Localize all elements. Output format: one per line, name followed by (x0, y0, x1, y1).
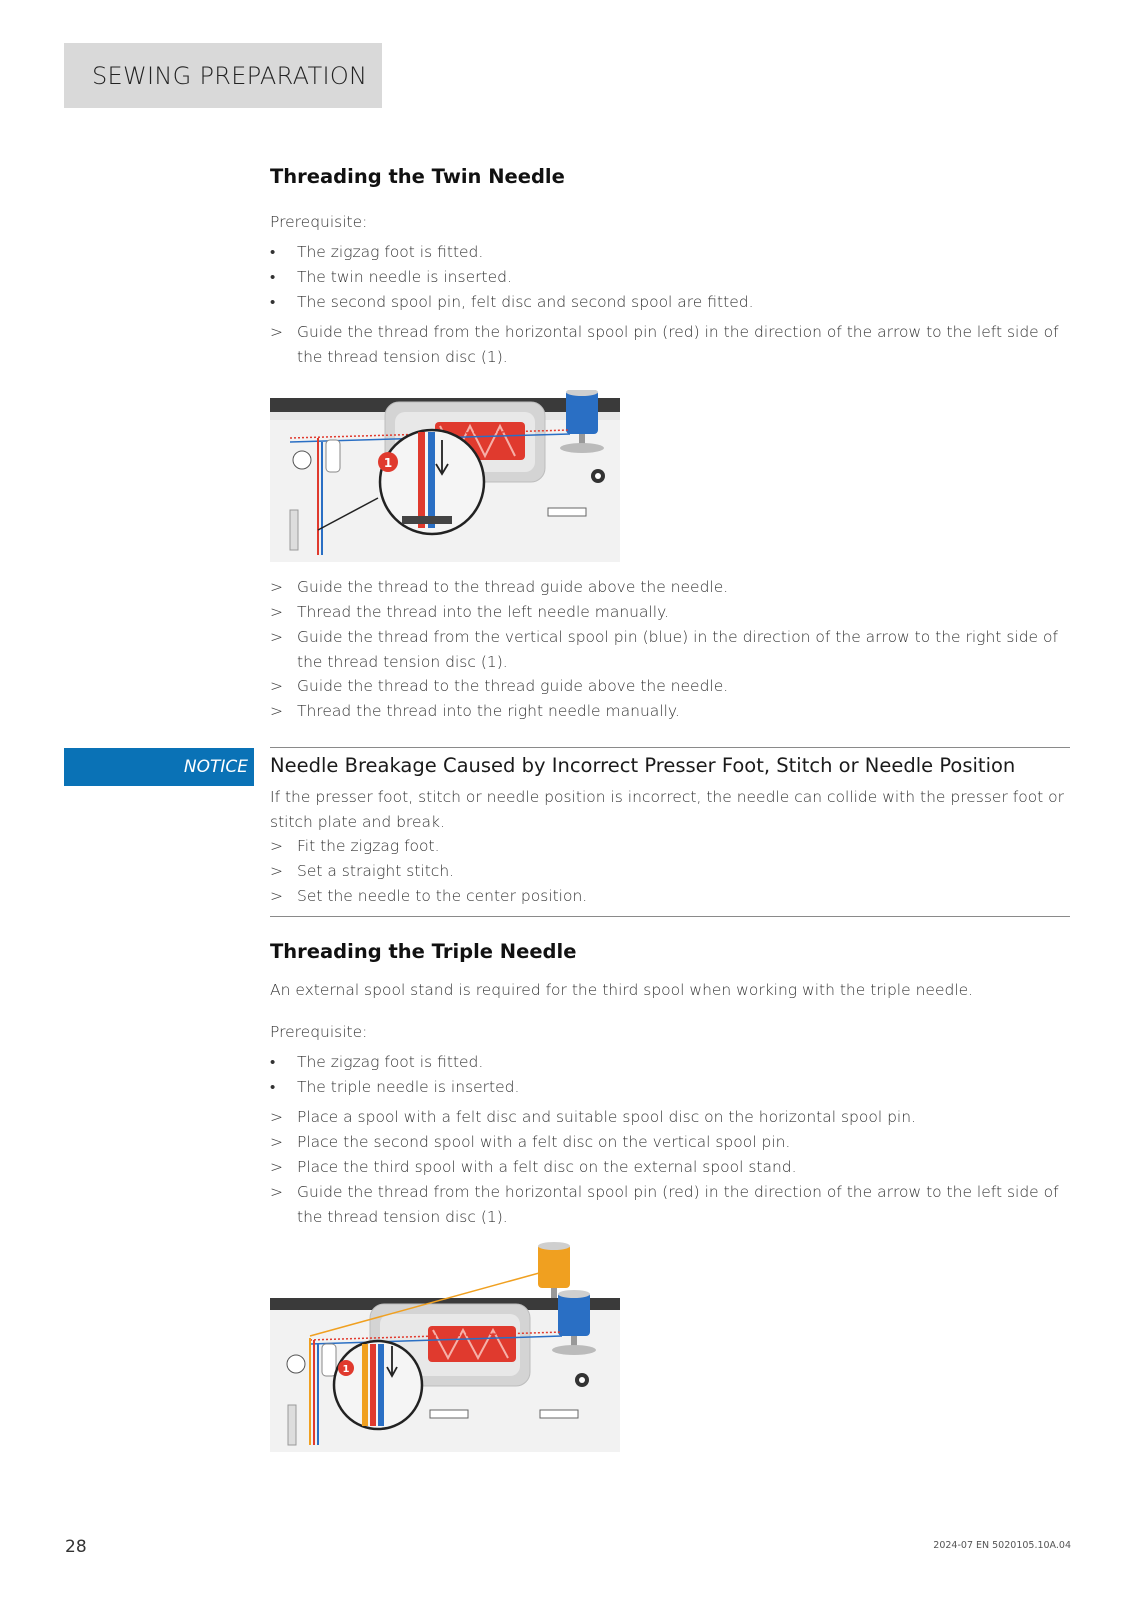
triple-bullet: • The triple needle is inserted. (270, 1075, 1070, 1100)
bullet-marker: • (270, 293, 276, 311)
twin-bullet: • The zigzag foot is fitted. (270, 240, 1070, 265)
triple-prereq-label: Prerequisite: (270, 1023, 368, 1041)
magnified-detail-circle (334, 1341, 422, 1429)
triple-intro: An external spool stand is required for the third spool when working with the triple needle. (270, 981, 974, 999)
notice-top-rule (270, 747, 1070, 748)
step-marker: > (270, 837, 283, 855)
notice-title: Needle Breakage Caused by Incorrect Presser Foot, Stitch or Needle Position (270, 754, 1016, 777)
twin-prereq-label: Prerequisite: (270, 213, 368, 231)
callout-1 (338, 1360, 354, 1376)
triple-needle-threading-figure (270, 1240, 620, 1452)
step-marker: > (270, 1133, 283, 1151)
bullet-marker: • (270, 268, 276, 286)
twin-bullet: • The second spool pin, felt disc and second spool are fitted. (270, 290, 1070, 315)
page-number: 28 (65, 1537, 87, 1557)
step-marker: > (270, 1108, 283, 1126)
step-marker: > (270, 862, 283, 880)
twin-step: > Thread the thread into the left needle manually. (270, 600, 1070, 625)
step-marker: > (270, 603, 283, 621)
step-marker: > (270, 887, 283, 905)
notice-bottom-rule (270, 916, 1070, 917)
twin-needle-title: Threading the Twin Needle (270, 165, 565, 188)
triple-needle-title: Threading the Triple Needle (270, 940, 577, 963)
bullet-marker: • (270, 243, 276, 261)
triple-step: > Place the second spool with a felt disc on the vertical spool pin. (270, 1130, 1070, 1155)
step-marker: > (270, 323, 283, 341)
twin-step: > Guide the thread from the horizontal spool pin (red) in the direction of the arrow to the left side of the thread tension disc (1). (270, 320, 1070, 369)
triple-step: > Place the third spool with a felt disc on the external spool stand. (270, 1155, 1070, 1180)
notice-step: > Fit the zigzag foot. (270, 834, 1070, 859)
bullet-marker: • (270, 1078, 276, 1096)
triple-step: > Guide the thread from the horizontal spool pin (red) in the direction of the arrow to the left side of the thread tension disc (1). (270, 1180, 1070, 1229)
triple-bullet: • The zigzag foot is fitted. (270, 1050, 1070, 1075)
notice-label: NOTICE (183, 757, 248, 777)
orange-spool-external (538, 1242, 570, 1298)
svg-text:1: 1 (383, 456, 393, 470)
notice-text: If the presser foot, stitch or needle position is incorrect, the needle can collide with the presser foot or stitch plate and break. (270, 788, 1065, 831)
section-header (64, 43, 382, 108)
twin-needle-threading-figure (270, 390, 620, 562)
twin-step: > Thread the thread into the right needle manually. (270, 699, 1070, 724)
step-marker: > (270, 1183, 283, 1201)
twin-step: > Guide the thread to the thread guide above the needle. (270, 674, 1070, 699)
notice-step: > Set a straight stitch. (270, 859, 1070, 884)
magnified-detail-circle (380, 430, 484, 534)
twin-bullet: • The twin needle is inserted. (270, 265, 1070, 290)
step-marker: > (270, 677, 283, 695)
bullet-marker: • (270, 1053, 276, 1071)
twin-step: > Guide the thread to the thread guide above the needle. (270, 575, 1070, 600)
document-code: 2024-07 EN 5020105.10A.04 (933, 1540, 1071, 1551)
twin-step: > Guide the thread from the vertical spool pin (blue) in the direction of the arrow to the right side of the thread tension disc (1). (270, 625, 1070, 674)
step-marker: > (270, 628, 283, 646)
section-title: SEWING PREPARATION (92, 61, 368, 90)
callout-1 (378, 452, 398, 472)
step-marker: > (270, 578, 283, 596)
step-marker: > (270, 1158, 283, 1176)
notice-step: > Set the needle to the center position. (270, 884, 1070, 909)
step-marker: > (270, 702, 283, 720)
notice-tab (64, 748, 254, 786)
svg-text:1: 1 (342, 1364, 350, 1375)
red-spool-horizontal (428, 1326, 516, 1362)
triple-step: > Place a spool with a felt disc and suitable spool disc on the horizontal spool pin. (270, 1105, 1070, 1130)
